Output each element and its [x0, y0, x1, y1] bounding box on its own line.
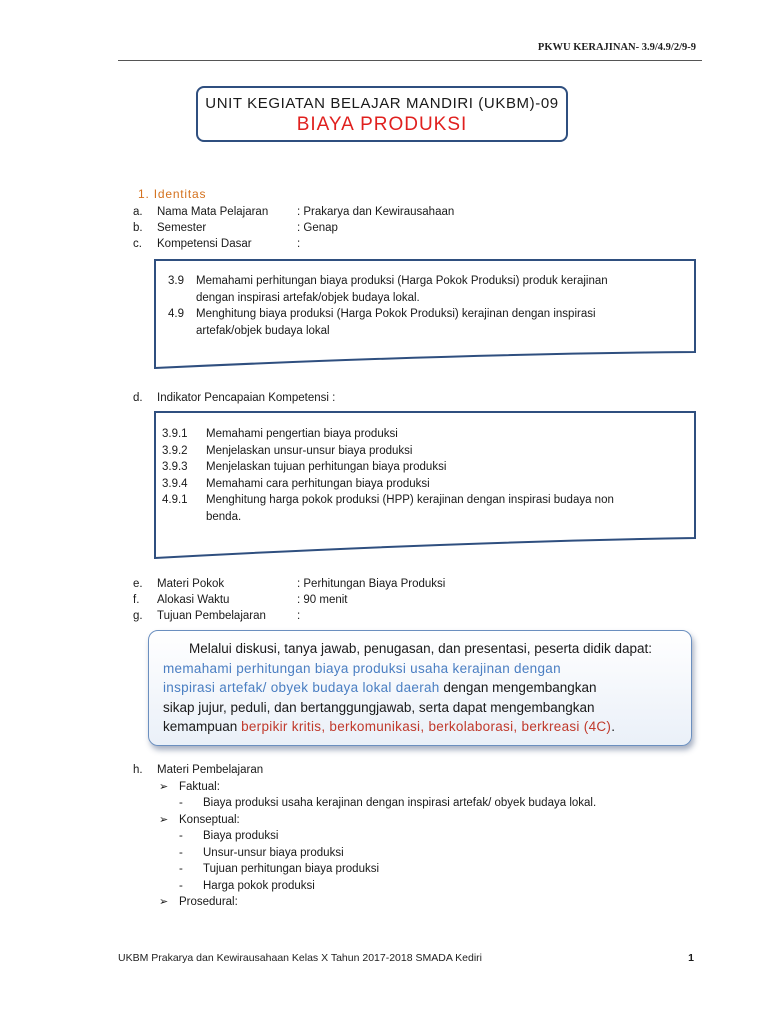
identity-letter: a. [133, 206, 143, 218]
dash-bullet: - [179, 879, 183, 892]
footer-text: UKBM Prakarya dan Kewirausahaan Kelas X Tahun 2017-2018 SMADA Kediri [118, 952, 483, 964]
page-number: 1 [688, 952, 694, 964]
materi-section [133, 762, 596, 911]
identity-label: Alokasi Waktu [157, 594, 230, 606]
title-line1: UNIT KEGIATAN BELAJAR MANDIRI (UKBM)-09 [205, 95, 559, 112]
identity-label: Nama Mata Pelajaran [157, 206, 269, 218]
identity-letter: e. [133, 578, 143, 590]
identity-row [133, 608, 445, 624]
materi-prosedural [133, 894, 596, 911]
section-identitas: 1. Identitas [138, 187, 207, 201]
tujuan-box [148, 630, 692, 746]
identity-list [133, 204, 454, 252]
tujuan-line-5 [163, 717, 679, 737]
tujuan-intro: Melalui diskusi, tanya jawab, penugasan, dan presentasi, peserta didik dapat: [189, 641, 653, 656]
dash-bullet: - [179, 830, 183, 842]
identity-list-2 [133, 576, 445, 624]
kd-text: Menghitung biaya produksi (Harga Pokok Produksi) kerajinan dengan inspirasi [196, 308, 596, 320]
materi-letter: h. [133, 764, 143, 776]
identity-value: : Genap [297, 222, 338, 234]
identity-value: : Prakarya dan Kewirausahaan [297, 206, 455, 218]
kd-text: Memahami perhitungan biaya produksi (Harga Pokok Produksi) produk kerajinan [196, 275, 608, 287]
identity-label: Materi Pokok [157, 578, 225, 590]
tujuan-line-3 [163, 678, 679, 698]
ipk-text: Menjelaskan unsur-unsur biaya produksi [206, 444, 413, 457]
ipk-text: Menghitung harga pokok produksi (HPP) kerajinan dengan inspirasi budaya non [206, 494, 614, 506]
ipk-text: Menjelaskan tujuan perhitungan biaya produksi [206, 461, 447, 473]
identity-value: : [297, 610, 301, 622]
identity-label: Kompetensi Dasar [157, 238, 252, 250]
kd-text-cont: artefak/objek budaya lokal [196, 324, 330, 337]
konseptual-item: Harga pokok produksi [203, 879, 315, 892]
identity-row [133, 220, 454, 236]
identity-label: Tujuan Pembelajaran [157, 610, 266, 622]
ipk-item [162, 443, 682, 460]
kd-text-cont: dengan inspirasi artefak/objek budaya lokal. [196, 291, 420, 304]
header-code: PKWU KERAJINAN- 3.9/4.9/2/9-9 [537, 42, 696, 53]
materi-label: Materi Pembelajaran [157, 764, 264, 776]
kd-item [168, 273, 688, 290]
identity-value: : 90 menit [297, 594, 348, 606]
identity-letter: f. [133, 594, 140, 606]
tujuan-red: berpikir kritis, berkomunikasi, berkolaborasi, berkreasi (4C) [241, 719, 612, 734]
ipk-number: 3.9.3 [162, 461, 188, 473]
identity-row [133, 236, 454, 252]
konseptual-item: Biaya produksi [203, 830, 279, 842]
identity-value: : [297, 238, 301, 250]
indikator-row [133, 390, 335, 406]
identity-label: Semester [157, 222, 207, 234]
dash-bullet: - [179, 863, 183, 875]
list-item [133, 878, 596, 895]
tujuan-blue-1: memahami perhitungan biaya produksi usaha kerajinan dengan [163, 660, 561, 676]
konseptual-label: Konseptual: [179, 813, 240, 826]
ipk-item [162, 476, 682, 493]
tujuan-text-2: dengan mengembangkan [443, 680, 597, 695]
ipk-number: 3.9.1 [162, 428, 188, 440]
indikator-label: Indikator Pencapaian Kompetensi : [157, 392, 336, 404]
ipk-text: Memahami pengertian biaya produksi [206, 428, 398, 440]
materi-konseptual [133, 812, 596, 829]
tujuan-text-3: sikap jujur, peduli, dan bertanggungjawab, serta dapat mengembangkan [163, 699, 595, 715]
kd-number: 3.9 [168, 275, 184, 287]
title-box [196, 86, 568, 142]
kd-item [168, 306, 688, 323]
ipk-number: 4.9.1 [162, 494, 188, 506]
faktual-label: Faktual: [179, 780, 220, 793]
header-divider [118, 60, 702, 61]
konseptual-item: Unsur-unsur biaya produksi [203, 846, 344, 859]
title-line2: BIAYA PRODUKSI [296, 114, 468, 135]
materi-heading [133, 762, 596, 779]
ipk-item [162, 426, 682, 443]
kd-number: 4.9 [168, 308, 184, 320]
ipk-text-cont: benda. [206, 510, 242, 523]
kd-list [168, 273, 688, 339]
arrow-icon: ➢ [159, 813, 169, 826]
identity-row [133, 576, 445, 592]
faktual-item: Biaya produksi usaha kerajinan dengan inspirasi artefak/ obyek budaya lokal. [203, 797, 597, 809]
list-item [133, 828, 596, 845]
tujuan-text-5: . [611, 719, 615, 734]
ipk-list [162, 426, 682, 525]
prosedural-label: Prosedural: [179, 896, 238, 908]
arrow-icon: ➢ [159, 896, 169, 908]
ipk-number: 3.9.4 [162, 477, 188, 490]
identity-letter: c. [133, 238, 142, 250]
ipk-text: Memahami cara perhitungan biaya produksi [206, 477, 430, 490]
ipk-item [162, 492, 682, 509]
identity-letter: b. [133, 222, 143, 234]
identity-value: : Perhitungan Biaya Produksi [297, 578, 446, 590]
konseptual-item: Tujuan perhitungan biaya produksi [203, 863, 380, 875]
identity-row [133, 204, 454, 220]
ipk-item [162, 459, 682, 476]
tujuan-text-4: kemampuan [163, 719, 238, 734]
materi-faktual [133, 779, 596, 796]
arrow-icon: ➢ [159, 780, 169, 793]
list-item [133, 861, 596, 878]
list-item [133, 845, 596, 862]
identity-row [133, 592, 445, 608]
dash-bullet: - [179, 797, 183, 809]
ipk-number: 3.9.2 [162, 444, 188, 457]
tujuan-blue-2: inspirasi artefak/ obyek budaya lokal daerah [163, 680, 440, 695]
list-item [133, 795, 596, 812]
indikator-letter: d. [133, 392, 143, 404]
identity-letter: g. [133, 610, 143, 622]
dash-bullet: - [179, 846, 183, 859]
